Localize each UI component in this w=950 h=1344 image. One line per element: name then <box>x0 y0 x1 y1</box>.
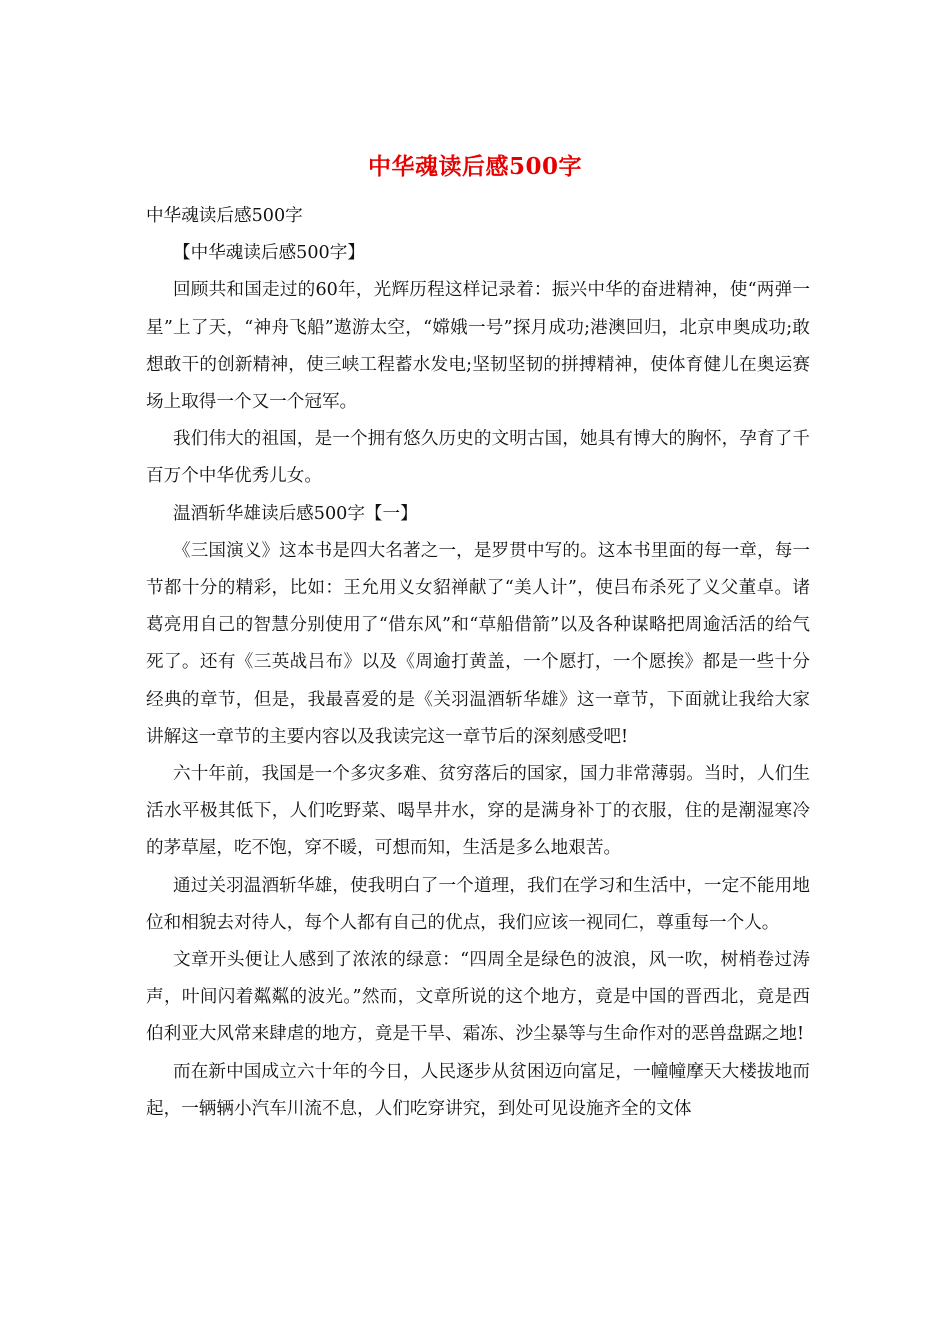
body-paragraph: 文章开头便让人感到了浓浓的绿意：“四周全是绿色的波浪，风一吹，树梢卷过涛声，叶间闪着粼粼的波光。”然而，文章所说的这个地方，竟是中国的晋西北，竟是西伯利亚大风常来肆虐的地方，竟是干旱、霜冻、沙尘暴等与生命作对的恶兽盘踞之地! <box>146 950 810 1045</box>
body-paragraph: 《三国演义》这本书是四大名著之一，是罗贯中写的。这本书里面的每一章，每一节都十分的精彩，比如：王允用义女貂禅献了“美人计”，使吕布杀死了义父董卓。诸葛亮用自己的智慧分别使用了“借东风”和“草船借箭”以及各种谋略把周逾活活的给气死了。还有《三英战吕布》以及《周逾打黄盖，一个愿打，一个愿挨》都是一些十分经典的章节，但是，我最喜爱的是《关羽温酒斩华雄》这一章节，下面就让我给大家讲解这一章节的主要内容以及我读完这一章节后的深刻感受吧! <box>146 540 810 747</box>
body-paragraph: 六十年前，我国是一个多灾多难、贫穷落后的国家，国力非常薄弱。当时，人们生活水平极其低下，人们吃野菜、喝旱井水，穿的是满身补丁的衣服，住的是潮湿寒冷的茅草屋，吃不饱，穿不暖，可想而知，生活是多么地艰苦。 <box>146 764 810 859</box>
document-body <box>146 198 810 1128</box>
body-paragraph: 我们伟大的祖国，是一个拥有悠久历史的文明古国，她具有博大的胸怀，孕育了千百万个中华优秀儿女。 <box>146 429 810 487</box>
document-title: 中华魂读后感500字 <box>367 153 582 180</box>
body-paragraph-heading: 中华魂读后感500字 <box>146 206 303 226</box>
body-paragraph: 而在新中国成立六十年的今日，人民逐步从贫困迈向富足，一幢幢摩天大楼拔地而起，一辆辆小汽车川流不息，人们吃穿讲究，到处可见设施齐全的文体 <box>146 1061 810 1119</box>
body-paragraph: 通过关羽温酒斩华雄，使我明白了一个道理，我们在学习和生活中，一定不能用地位和相貌去对待人，每个人都有自己的优点，我们应该一视同仁，尊重每一个人。 <box>146 875 810 933</box>
body-paragraph-section-title: 温酒斩华雄读后感500字【一】 <box>173 503 418 524</box>
body-paragraph: 回顾共和国走过的60年，光辉历程这样记录着：振兴中华的奋进精神，使“两弹一星”上了天，“神舟飞船”遨游太空，“嫦娥一号”探月成功;港澳回归，北京申奥成功;敢想敢干的创新精神，使三峡工程蓄水发电;坚韧坚韧的拼搏精神，使体育健儿在奥运赛场上取得一个又一个冠军。 <box>146 280 810 413</box>
body-paragraph-subtitle: 【中华魂读后感500字】 <box>173 243 365 264</box>
